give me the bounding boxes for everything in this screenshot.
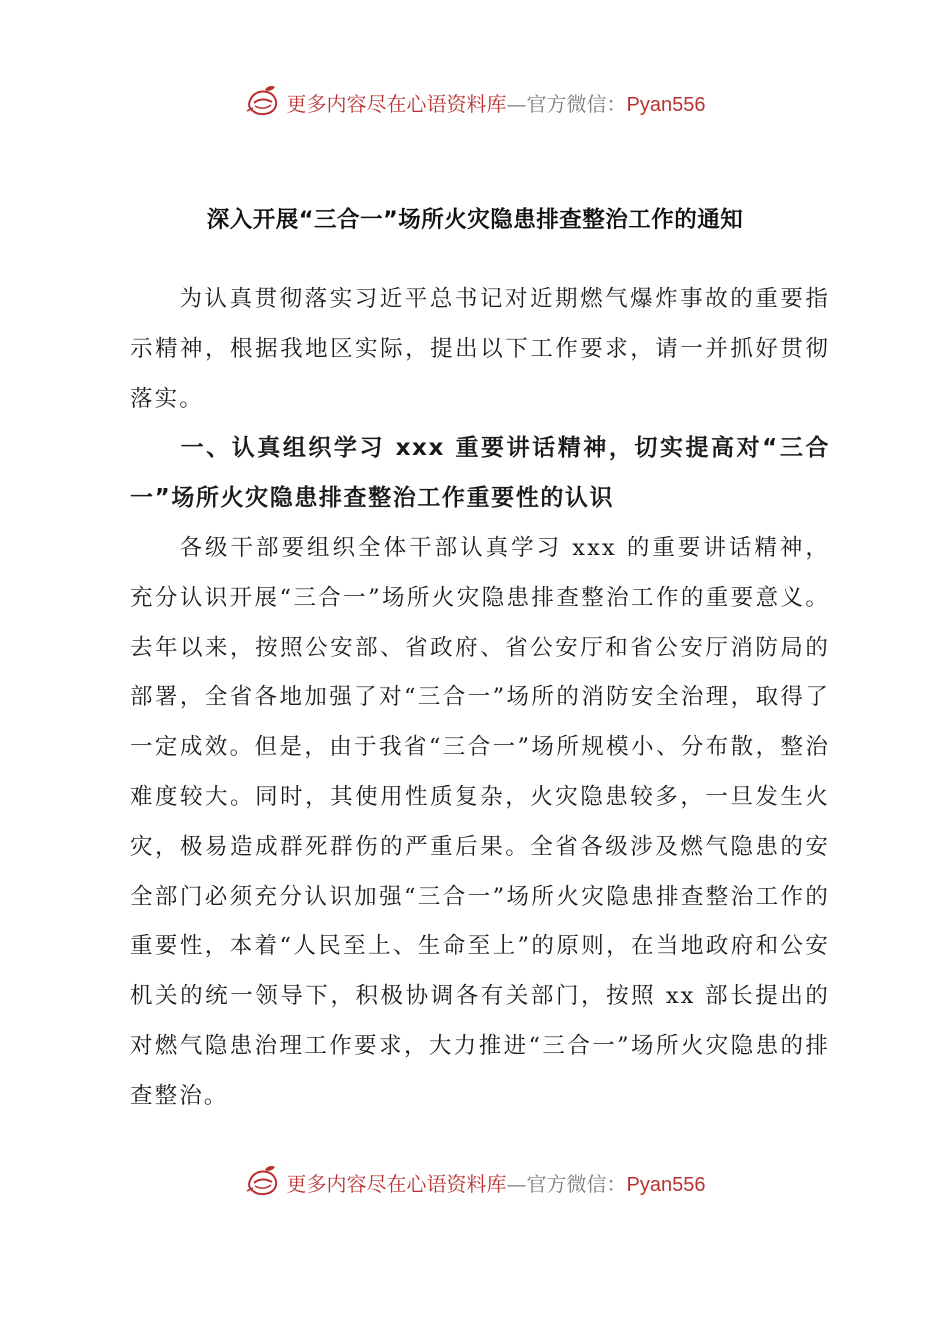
document-body [130,275,830,1122]
banner-wechat-id: Pyan556 [626,1173,706,1196]
banner-content [245,84,706,120]
banner-text [287,88,706,117]
banner-dash: — [506,1171,527,1196]
intro-paragraph: 为认真贯彻落实习近平总书记对近期燃气爆炸事故的重要指示精神，根据我地区实际，提出以下工作要求，请一并抓好贯彻落实。 [130,286,830,412]
banner-text [287,1168,706,1197]
banner-dash: — [506,91,527,116]
lips-leaf-logo-icon [245,1164,281,1200]
banner-secondary-text: 官方微信： [526,91,627,116]
lips-leaf-logo-icon [245,84,281,120]
document-title: 深入开展“三合一”场所火灾隐患排查整治工作的通知 [206,207,744,233]
banner-content [245,1164,706,1200]
banner-main-text: 更多内容尽在心语资料库 [286,1171,507,1196]
header-watermark-banner [0,80,950,124]
banner-main-text: 更多内容尽在心语资料库 [286,91,507,116]
section-heading-1: 一、认真组织学习 xxx 重要讲话精神，切实提高对“三合一”场所火灾隐患排查整治工作重要性的认识 [130,435,830,512]
section-1-paragraph: 各级干部要组织全体干部认真学习 xxx 的重要讲话精神，充分认识开展“三合一”场所火灾隐患排查整治工作的重要意义。去年以来，按照公安部、省政府、省公安厅和省公安厅消防局的部署，全省各地加强了对“三合一”场所的消防安全治理，取得了一定成效。但是，由于我省“三合一”场所规模小、分布散，整治难度较大。同时，其使用性质复杂，火灾隐患较多，一旦发生火灾，极易造成群死群伤的严重后果。全省各级涉及燃气隐患的安全部门必须充分认识加强“三合一”场所火灾隐患排查整治工作的重要性，本着“人民至上、生命至上”的原则，在当地政府和公安机关的统一领导下，积极协调各有关部门，按照 xx 部长提出的对燃气隐患治理工作要求，大力推进“三合一”场所火灾隐患的排查整治。 [130,534,830,1109]
banner-wechat-id: Pyan556 [626,93,706,116]
footer-watermark-banner [0,1160,950,1204]
banner-secondary-text: 官方微信： [526,1171,627,1196]
